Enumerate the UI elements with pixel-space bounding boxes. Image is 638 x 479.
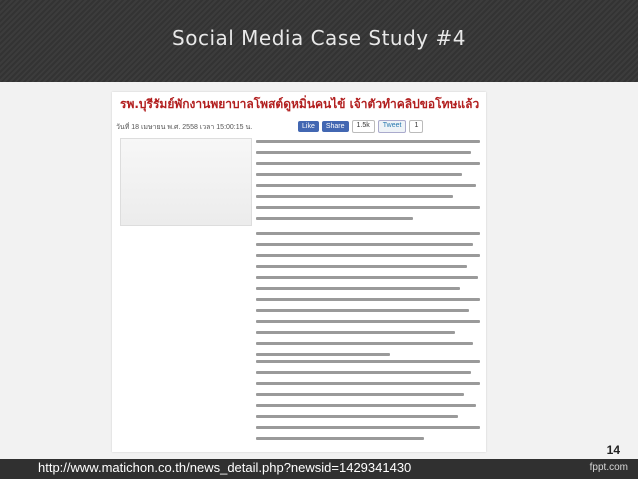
- tweet-button[interactable]: Tweet: [378, 120, 407, 133]
- brand-logo: fppt.com: [589, 462, 628, 473]
- facebook-share-button[interactable]: Share: [322, 121, 349, 132]
- article-paragraph-1: [256, 140, 480, 228]
- article-paragraph-3: [256, 360, 480, 448]
- tweet-count: 1: [409, 120, 423, 133]
- slide-footer: [0, 459, 638, 479]
- source-url-link[interactable]: http://www.matichon.co.th/news_detail.php?newsid=1429341430: [38, 460, 412, 475]
- article-headline: รพ.บุรีรัมย์พักงานพยาบาลโพสต์ดูหมิ่นคนไข้ เจ้าตัวทำคลิปขอโทษแล้ว: [120, 97, 480, 111]
- news-clipping: [112, 92, 486, 452]
- article-paragraph-2: [256, 232, 480, 364]
- share-count: 1.5k: [352, 120, 375, 133]
- facebook-like-button[interactable]: Like: [298, 121, 319, 132]
- social-share-bar: [298, 119, 423, 133]
- slide-title: Social Media Case Study #4: [172, 26, 466, 50]
- page-number: 14: [606, 443, 620, 457]
- article-dateline: วันที่ 18 เมษายน พ.ศ. 2558 เวลา 15:00:15 น.: [116, 124, 253, 131]
- slide-header: [0, 0, 638, 82]
- article-image: [120, 138, 252, 226]
